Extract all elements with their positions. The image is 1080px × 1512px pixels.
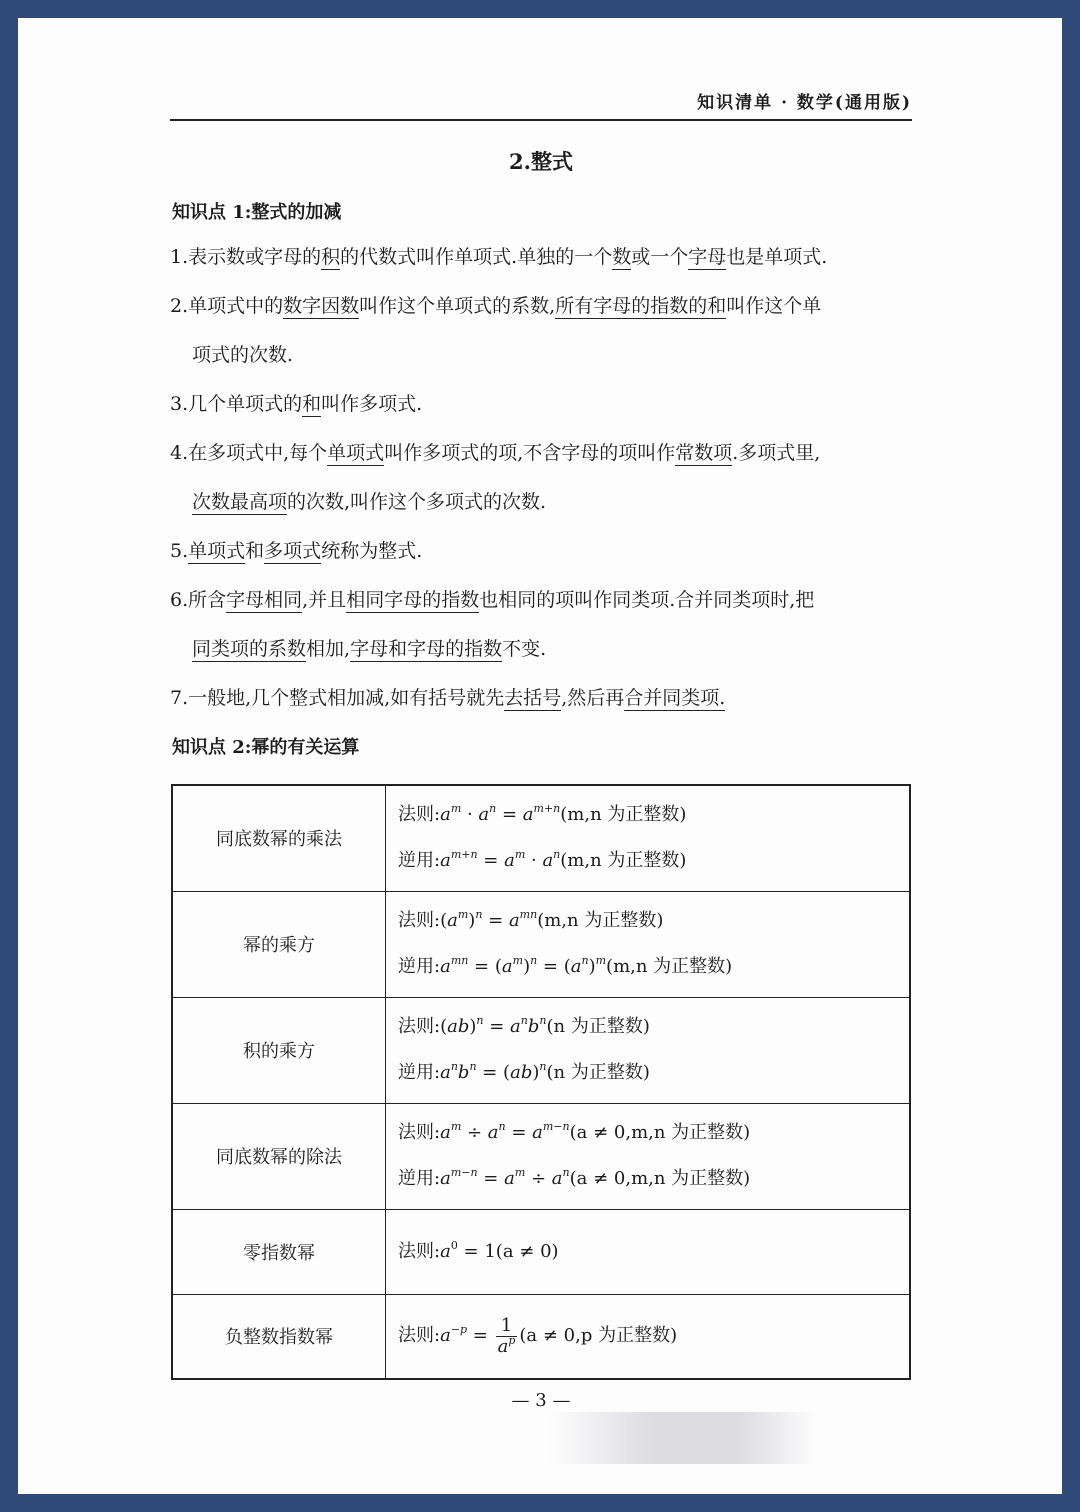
table-row — [172, 1103, 910, 1209]
kp1-item-2-cont: 项式的次数. — [192, 344, 294, 366]
document-page — [18, 18, 1062, 1494]
table-row — [172, 1209, 910, 1294]
rule-line: 法则:(ab)$^n$ = $a^nb^n(n$ 为正整数) — [398, 1014, 650, 1037]
page-number: — 3 — — [511, 1390, 571, 1411]
underlined-term: 合并同类项. — [624, 687, 726, 709]
kp1-item-4-cont: 次数最高项的次数,叫作这个多项式的次数. — [192, 491, 547, 513]
underlined-term: 字母和字母的指数 — [350, 638, 503, 660]
underlined-term: 和 — [302, 393, 322, 415]
kp1-item-1: 1.表示数或字母的积的代数式叫作单项式.单独的一个数或一个字母也是单项式. — [170, 246, 828, 268]
rule-formulas — [386, 1103, 911, 1209]
rule-formulas — [386, 1294, 911, 1379]
header-rule — [170, 119, 912, 121]
watermark-fade-bar — [548, 1412, 818, 1464]
kp1-heading: 知识点 1:整式的加减 — [172, 202, 342, 223]
rule-name: 幂的乘方 — [172, 891, 386, 997]
rule-name: 同底数幂的乘法 — [172, 785, 386, 891]
rule-line: 法则$:a^{-p}$ = $\frac{1}{a^p}$ (a ≠ 0,p 为正整数) — [398, 1314, 678, 1357]
rule-line: 法则$:a^m \cdot a^n = a^{m+n}(m,n$ 为正整数) — [398, 802, 687, 826]
exponent-rules-table — [171, 784, 911, 1380]
rule-name: 同底数幂的除法 — [172, 1103, 386, 1209]
kp1-item-6-cont: 同类项的系数相加,字母和字母的指数不变. — [192, 638, 547, 660]
underlined-term: 字母相同 — [226, 589, 303, 611]
table-row — [172, 997, 910, 1103]
rule-line: 法则$:a^m \div a^n = a^{m-n}(a \ne 0,m,n$ 为正整数) — [398, 1120, 751, 1143]
underlined-term: 数字因数 — [283, 295, 360, 317]
underlined-term: 相同字母的指数 — [346, 589, 480, 611]
rule-name: 积的乘方 — [172, 997, 386, 1103]
underlined-term: 多项式 — [264, 540, 322, 562]
underlined-term: 同类项的系数 — [192, 638, 307, 660]
rule-name: 负整数指数幂 — [172, 1294, 386, 1379]
table-row — [172, 1294, 910, 1379]
fraction: $\frac{1}{a^p}$ — [497, 1314, 516, 1357]
rule-formulas — [386, 891, 911, 997]
rule-line: 法则$:a^0 = 1(a \ne 0)$ — [398, 1238, 559, 1262]
kp1-item-4: 4.在多项式中,每个单项式叫作多项式的项,不含字母的项叫作常数项.多项式里, — [170, 442, 821, 464]
underlined-term: 字母 — [688, 246, 727, 268]
underlined-term: 单项式 — [327, 442, 385, 464]
running-header: 知识清单 · 数学(通用版) — [697, 93, 912, 113]
kp1-item-7: 7.一般地,几个整式相加减,如有括号就先去括号,然后再合并同类项. — [170, 687, 726, 709]
kp1-item-2: 2.单项式中的数字因数叫作这个单项式的系数,所有字母的指数的和叫作这个单 — [170, 295, 822, 317]
table-row — [172, 891, 910, 997]
underlined-term: 数 — [612, 246, 632, 268]
reverse-line: 逆用$:a^{m+n} = a^m \cdot a^n(m,n$ 为正整数) — [398, 848, 687, 872]
underlined-term: 去括号 — [504, 687, 562, 709]
reverse-line: 逆用$:a^{m-n} = a^m \div a^n(a \ne 0,m,n$ 为正整数) — [398, 1166, 751, 1189]
section-title: 2.整式 — [509, 149, 573, 174]
rule-formulas — [386, 1209, 911, 1294]
rule-formulas — [386, 997, 911, 1103]
underlined-term: 次数最高项 — [192, 491, 288, 513]
rule-line: 法则$:(a^m)^n = a^{mn}(m,n$ 为正整数) — [398, 908, 664, 931]
kp2-heading: 知识点 2:幂的有关运算 — [172, 737, 360, 758]
table-row — [172, 785, 910, 891]
rule-formulas — [386, 785, 911, 891]
underlined-term: 单项式 — [188, 540, 246, 562]
rule-name: 零指数幂 — [172, 1209, 386, 1294]
kp1-item-5: 5.单项式和多项式统称为整式. — [170, 540, 423, 562]
kp1-item-6: 6.所含字母相同,并且相同字母的指数也相同的项叫作同类项.合并同类项时,把 — [170, 589, 815, 611]
underlined-term: 积 — [321, 246, 341, 268]
kp1-item-3: 3.几个单项式的和叫作多项式. — [170, 393, 423, 415]
underlined-term: 常数项 — [675, 442, 733, 464]
reverse-line: 逆用$:a^{mn} = (a^m)^n = (a^n)^m(m,n$ 为正整数) — [398, 954, 733, 977]
reverse-line: 逆用$:a^nb^n = (ab)^n(n$ 为正整数) — [398, 1060, 650, 1083]
underlined-term: 所有字母的指数的和 — [555, 295, 727, 317]
